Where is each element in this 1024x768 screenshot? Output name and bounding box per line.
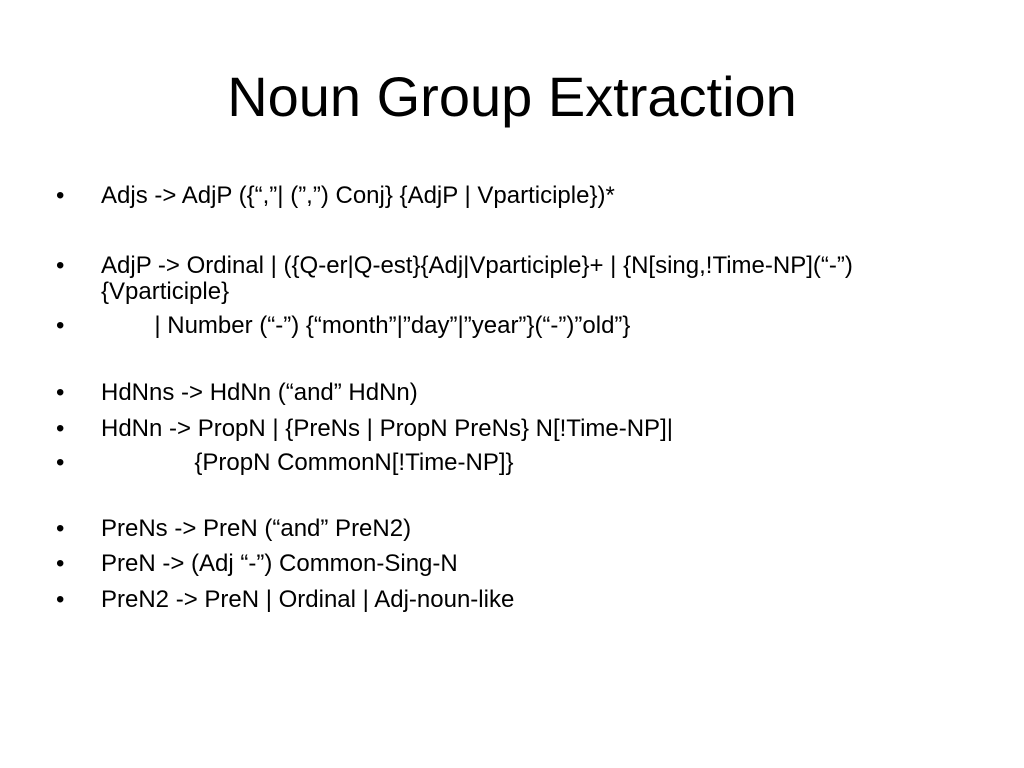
bullet-text: | Number (“-”) {“month”|”day”|”year”}(“-”)”old”} (101, 312, 631, 339)
bullet-icon: • (56, 379, 65, 406)
bullet-icon: • (56, 586, 65, 613)
bullet-icon: • (56, 449, 65, 476)
bullet-text: HdNns -> HdNn (“and” HdNn) (101, 379, 418, 406)
bullet-text: PreNs -> PreN (“and” PreN2) (101, 515, 412, 542)
bullet-icon: • (56, 252, 65, 279)
bullet-text: {PropN CommonN[!Time-NP]} (101, 449, 514, 476)
bullet-icon: • (56, 550, 65, 577)
bullet-text: HdNn -> PropN | {PreNs | PropN PreNs} N[!Time-NP]| (101, 415, 673, 442)
bullet-icon: • (56, 515, 65, 542)
bullet-icon: • (56, 415, 65, 442)
bullet-text: AdjP -> Ordinal | ({Q-er|Q-est}{Adj|Vparticiple}+ | {N[sing,!Time-NP](“-”){Vparticiple} (101, 252, 853, 305)
bullet-text: PreN2 -> PreN | Ordinal | Adj-noun-like (101, 586, 515, 613)
bullet-text: Adjs -> AdjP ({“,”| (”,”) Conj} {AdjP | Vparticiple})* (101, 182, 615, 209)
bullet-text: PreN -> (Adj “-”) Common-Sing-N (101, 550, 458, 577)
bullet-icon: • (56, 182, 65, 209)
slide-title: Noun Group Extraction (227, 65, 797, 128)
bullet-icon: • (56, 312, 65, 339)
